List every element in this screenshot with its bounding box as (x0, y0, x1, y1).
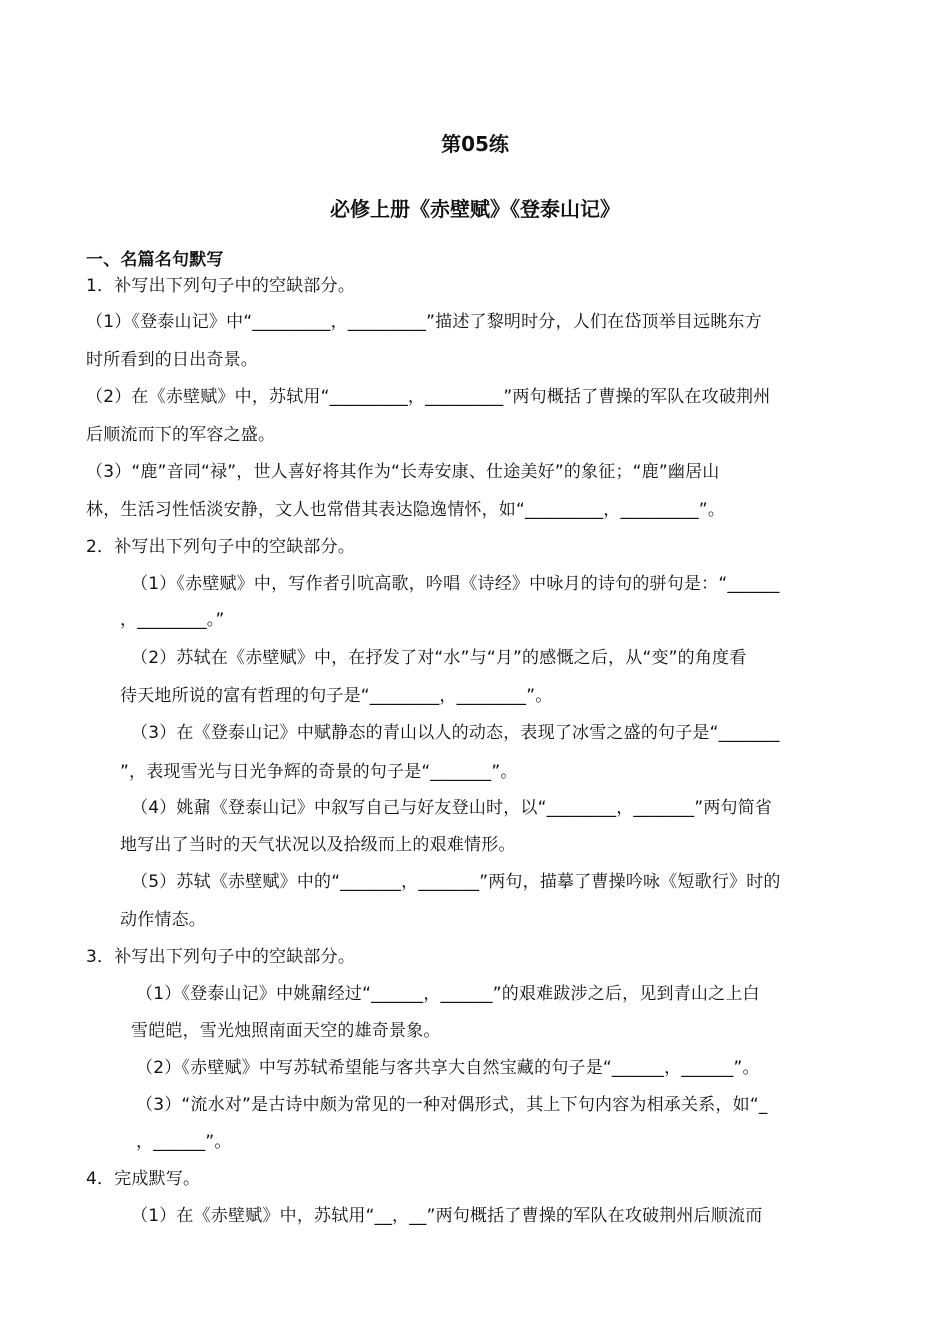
q2-item5-line2: 动作情态。 (120, 910, 206, 930)
q1-item2-line1: （2）在《赤壁赋》中，苏轼用“_________，_________”两句概括了曹操的军队在攻破荆州 (86, 387, 771, 407)
q1-item1-line2: 时所看到的日出奇景。 (86, 350, 258, 370)
question-2-stem: 2．补写出下列句子中的空缺部分。 (86, 537, 356, 557)
section-heading: 一、名篇名句默写 (86, 250, 224, 270)
page-title: 第05练 (441, 132, 509, 156)
q3-item3-line1: （3）“流水对”是古诗中颇为常见的一种对偶形式，其上下句内容为相承关系，如“_ (136, 1095, 768, 1115)
q3-item1-line1: （1）《登泰山记》中姚鼐经过“______，______”的艰难跋涉之后，见到青山之上白 (136, 984, 760, 1004)
question-3-stem: 3．补写出下列句子中的空缺部分。 (86, 947, 356, 967)
q3-item3-line2: ，______”。 (136, 1132, 232, 1152)
q2-item3-line2: ”，表现雪光与日光争辉的奇景的句子是“_______”。 (120, 762, 518, 782)
q2-item1-line1: （1）《赤壁赋》中，写作者引吭高歌，吟唱《诗经》中咏月的诗句的骈句是：“______ (131, 574, 780, 594)
q3-item2-line1: （2）《赤壁赋》中写苏轼希望能与客共享大自然宝藏的句子是“______，______”。 (136, 1058, 760, 1078)
q2-item3-line1: （3）在《登泰山记》中赋静态的青山以人的动态，表现了冰雪之盛的句子是“_______ (131, 723, 780, 743)
q2-item4-line2: 地写出了当时的天气状况以及拾级而上的艰难情形。 (120, 835, 516, 855)
q4-item1-line1: （1）在《赤壁赋》中，苏轼用“__，__”两句概括了曹操的军队在攻破荆州后顺流而 (131, 1206, 763, 1226)
q2-item1-line2: ，________。” (120, 610, 225, 630)
q1-item3-line1: （3）“鹿”音同“禄”，世人喜好将其作为“长寿安康、仕途美好”的象征；“鹿”幽居山 (86, 462, 720, 482)
q2-item2-line2: 待天地所说的富有哲理的句子是“________，________”。 (120, 686, 553, 706)
page-subtitle: 必修上册《赤壁赋》《登泰山记》 (330, 197, 620, 221)
q1-item3-line2: 林，生活习性恬淡安静，文人也常借其表达隐逸情怀，如“_________，_________”。 (86, 500, 726, 520)
q2-item5-line1: （5）苏轼《赤壁赋》中的“_______，_______”两句，描摹了曹操吟咏《短歌行》时的 (131, 872, 781, 892)
q2-item4-line1: （4）姚鼐《登泰山记》中叙写自己与好友登山时，以“________，_______”两句简省 (131, 798, 773, 818)
question-4-stem: 4．完成默写。 (86, 1169, 201, 1189)
q3-item1-line2: 雪皑皑，雪光烛照南面天空的雄奇景象。 (131, 1021, 441, 1041)
q2-item2-line1: （2）苏轼在《赤壁赋》中，在抒发了对“水”与“月”的感慨之后，从“变”的角度看 (131, 648, 747, 668)
question-1-stem: 1．补写出下列句子中的空缺部分。 (86, 276, 356, 296)
q1-item2-line2: 后顺流而下的军容之盛。 (86, 425, 276, 445)
q1-item1-line1: （1）《登泰山记》中“_________，_________”描述了黎明时分，人们在岱顶举目远眺东方 (86, 312, 762, 332)
